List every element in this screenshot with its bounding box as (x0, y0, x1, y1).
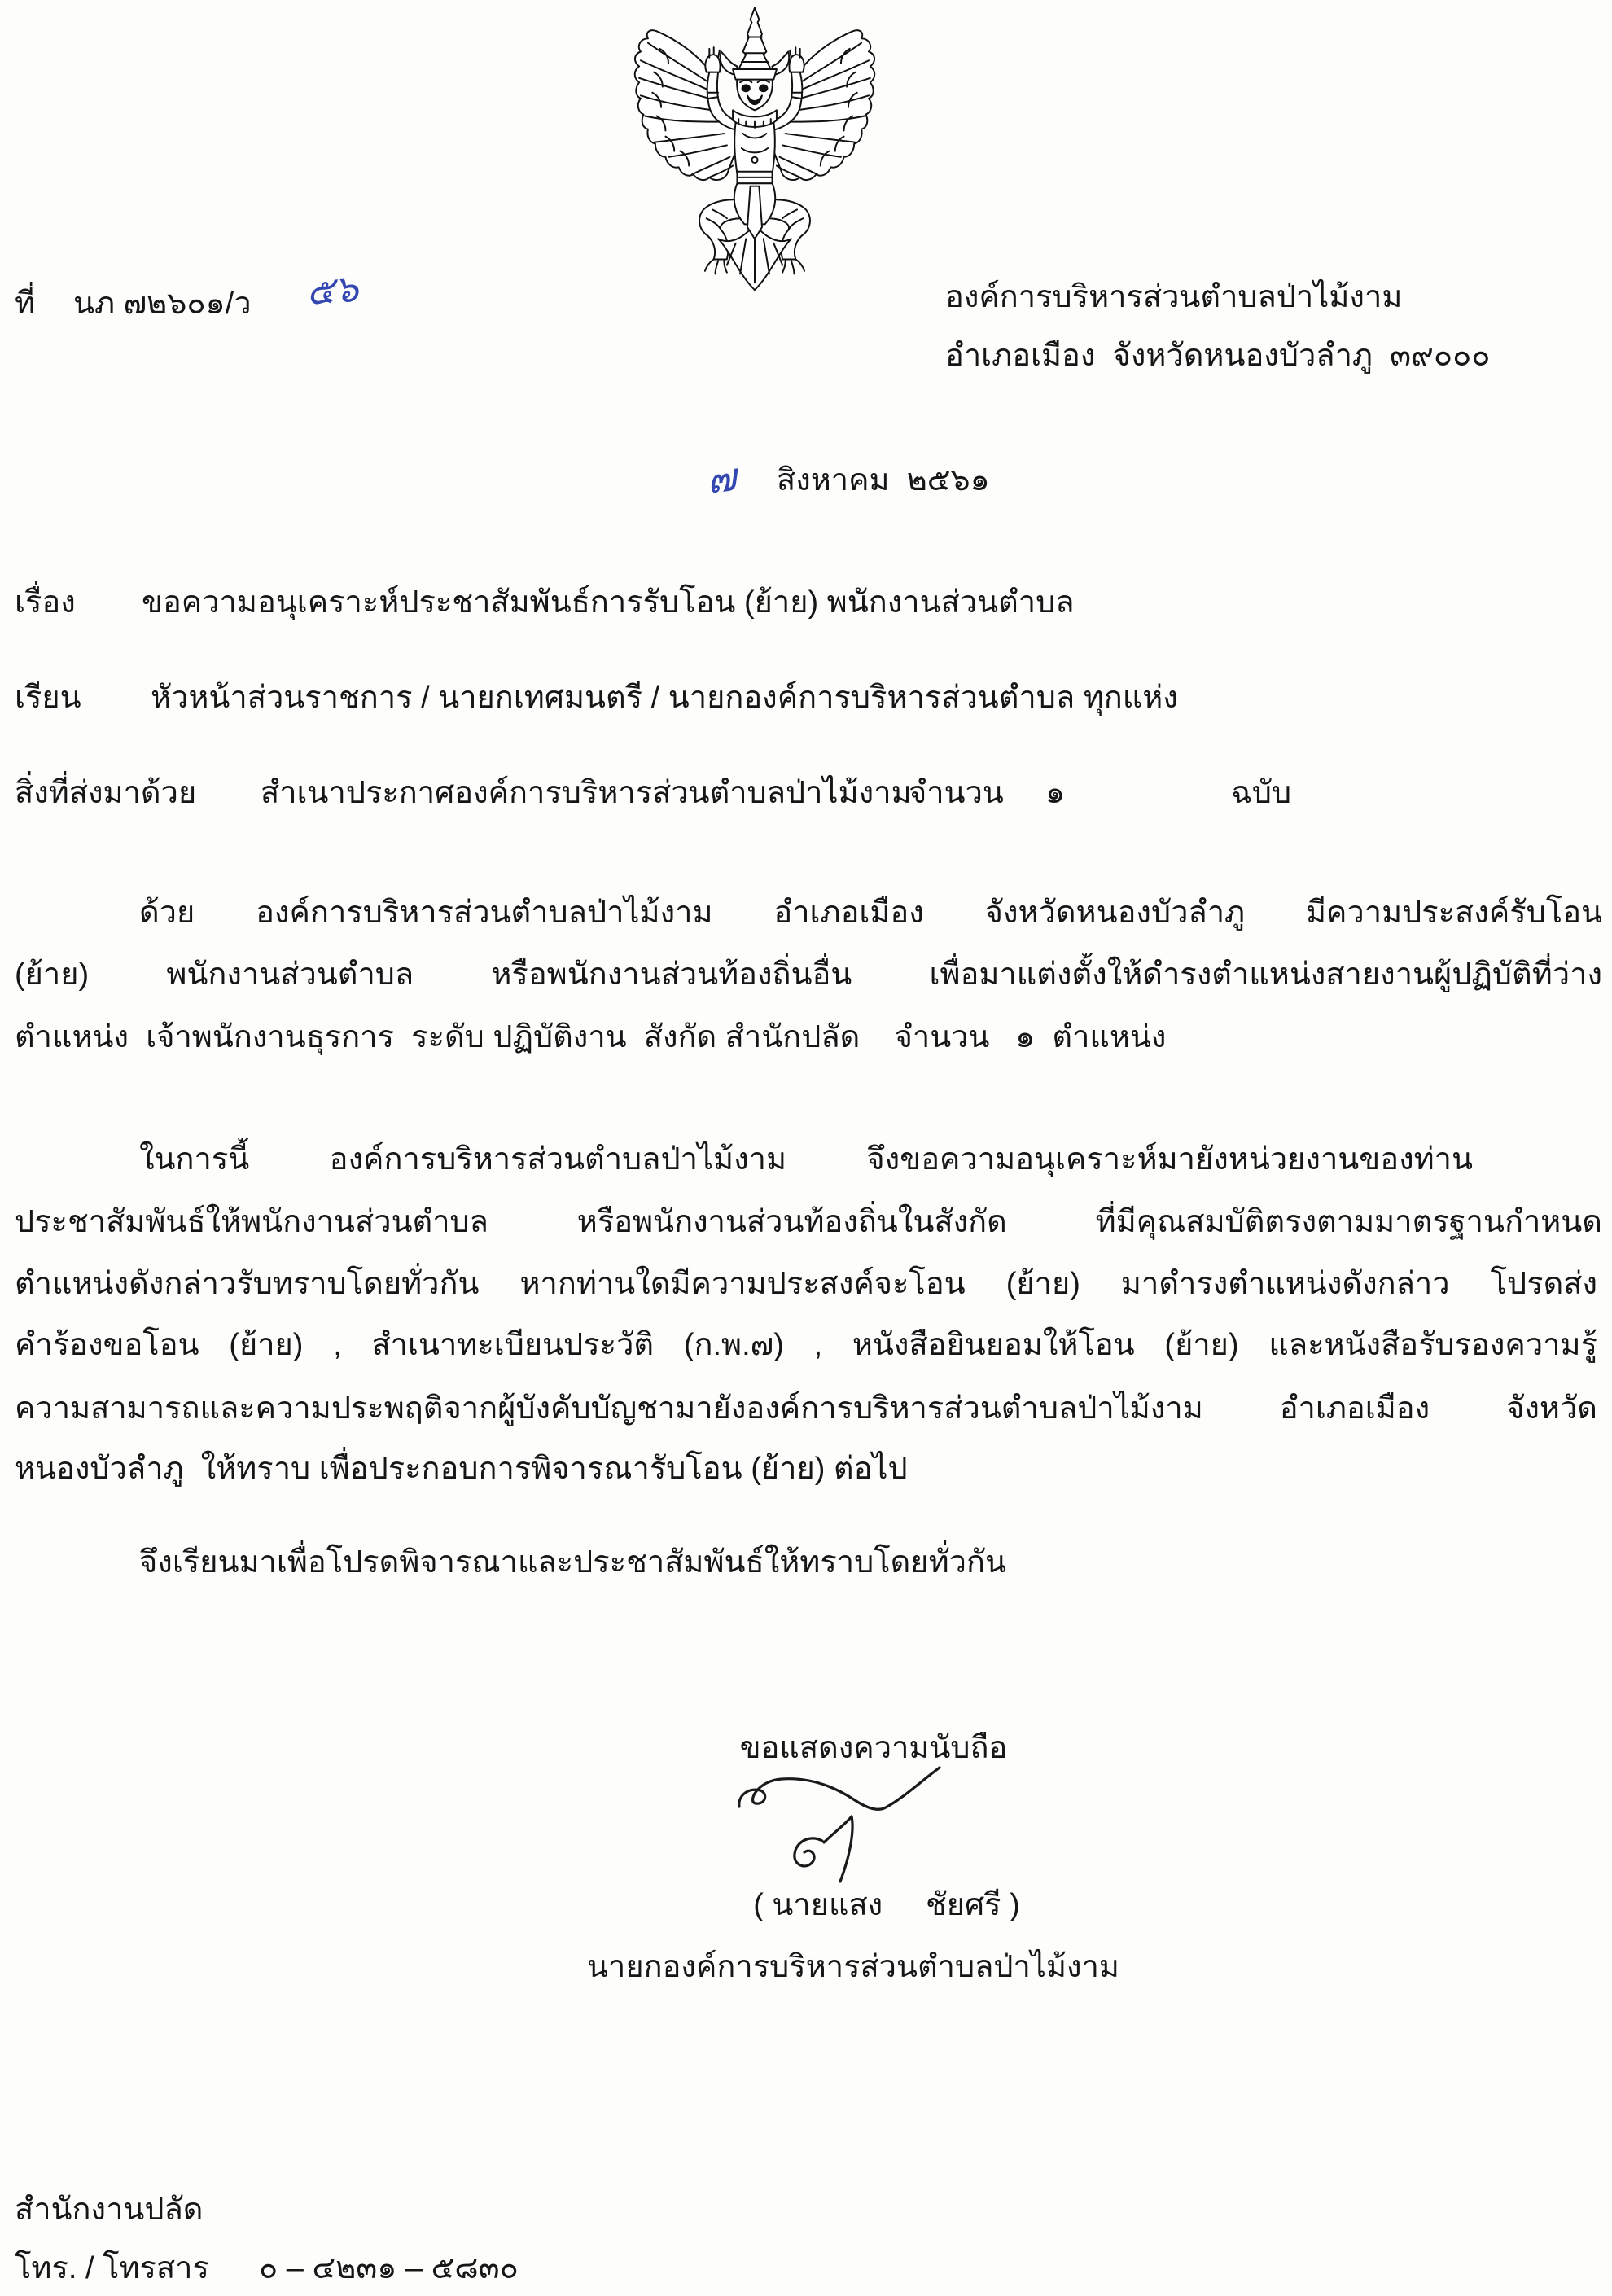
paragraph-2-line: ในการนี้ องค์การบริหารส่วนตำบลป่าไม้งาม จึงขอความอนุเคราะห์มายังหน่วยงานของท่าน (139, 1142, 1473, 1176)
paragraph-2-line: หนองบัวลำภู ให้ทราบ เพื่อประกอบการพิจารณารับโอน (ย้าย) ต่อไป (15, 1452, 908, 1486)
enclosure-unit: ฉบับ (1231, 776, 1292, 810)
org-address: อำเภอเมือง จังหวัดหนองบัวลำภู ๓๙๐๐๐ (945, 339, 1491, 373)
salutation: ขอแสดงความนับถือ (739, 1731, 1008, 1765)
footer-phone-number: ๐ – ๔๒๓๑ – ๕๘๓๐ (259, 2251, 519, 2285)
to-text: หัวหน้าส่วนราชการ / นายกเทศมนตรี / นายกองค์การบริหารส่วนตำบล ทุกแห่ง (151, 681, 1178, 715)
ref-number: นภ ๗๒๖๐๑/ว (73, 287, 252, 321)
paragraph-1-line: ด้วย องค์การบริหารส่วนตำบลป่าไม้งาม อำเภอเมือง จังหวัดหนองบัวลำภู มีความประสงค์รับโอน (139, 896, 1602, 930)
ref-number-handwritten: ๕๖ (304, 265, 360, 314)
emblem-crown-base (733, 69, 777, 80)
org-name: องค์การบริหารส่วนตำบลป่าไม้งาม (945, 280, 1403, 314)
ref-label: ที่ (15, 287, 36, 321)
enclosure-qty: ๑ (1045, 776, 1066, 810)
footer-phone-label: โทร. / โทรสาร (15, 2251, 209, 2285)
footer-department: สำนักงานปลัด (15, 2193, 204, 2227)
to-label: เรียน (15, 681, 81, 715)
enclosure-text: สำเนาประกาศองค์การบริหารส่วนตำบลป่าไม้งาม (261, 776, 912, 810)
paragraph-2-line: ความสามารถและความประพฤติจากผู้บังคับบัญชามายังองค์การบริหารส่วนตำบลป่าไม้งาม อำเภอเมือง จังหวัด (15, 1391, 1597, 1426)
handwritten-signature (733, 1763, 944, 1885)
subject-text: ขอความอนุเคราะห์ประชาสัมพันธ์การรับโอน (ย้าย) พนักงานส่วนตำบล (142, 585, 1075, 620)
signature-lower-stroke (795, 1816, 852, 1882)
date-month-year: สิงหาคม ๒๕๖๑ (777, 463, 990, 497)
enclosure-label: สิ่งที่ส่งมาด้วย (15, 776, 197, 810)
paragraph-2-line: ตำแหน่งดังกล่าวรับทราบโดยทั่วกัน หากท่านใดมีความประสงค์จะโอน (ย้าย) มาดำรงตำแหน่งดังกล่าว โปรดส่ง (15, 1267, 1597, 1301)
paragraph-1-line: ตำแหน่ง เจ้าพนักงานธุรการ ระดับ ปฏิบัติงาน สังกัด สำนักปลัด จำนวน ๑ ตำแหน่ง (15, 1020, 1167, 1054)
emblem-sash (747, 186, 762, 239)
subject-label: เรื่อง (15, 585, 76, 620)
emblem-hand (705, 47, 720, 72)
garuda-emblem (630, 5, 879, 291)
signature-upper-stroke (739, 1768, 940, 1809)
closing-line: จึงเรียนมาเพื่อโปรดพิจารณาและประชาสัมพันธ์ให้ทราบโดยทั่วกัน (139, 1545, 1006, 1580)
emblem-crown (738, 8, 771, 69)
paragraph-1-line: (ย้าย) พนักงานส่วนตำบล หรือพนักงานส่วนท้องถิ่นอื่น เพื่อมาแต่งตั้งให้ดำรงตำแหน่งสายงานผู้ปฏิบัติที่ว่าง (15, 957, 1602, 992)
emblem-belt (737, 172, 772, 183)
paragraph-2-line: คำร้องขอโอน (ย้าย) , สำเนาทะเบียนประวัติ (ก.พ.๗) , หนังสือยินยอมให้โอน (ย้าย) และหนังสือรับรองความรู้ (15, 1328, 1597, 1362)
signatory-name: ( นายแสง ชัยศรี ) (753, 1888, 1020, 1922)
date-day-handwritten: ๗ (704, 454, 738, 503)
enclosure-qty-label: จำนวน (909, 776, 1004, 810)
emblem-face (737, 78, 773, 111)
signatory-position: นายกองค์การบริหารส่วนตำบลป่าไม้งาม (587, 1950, 1119, 1984)
paragraph-2-line: ประชาสัมพันธ์ให้พนักงานส่วนตำบล หรือพนักงานส่วนท้องถิ่นในสังกัด ที่มีคุณสมบัติตรงตามมาตรฐานกำหนด (15, 1205, 1602, 1239)
